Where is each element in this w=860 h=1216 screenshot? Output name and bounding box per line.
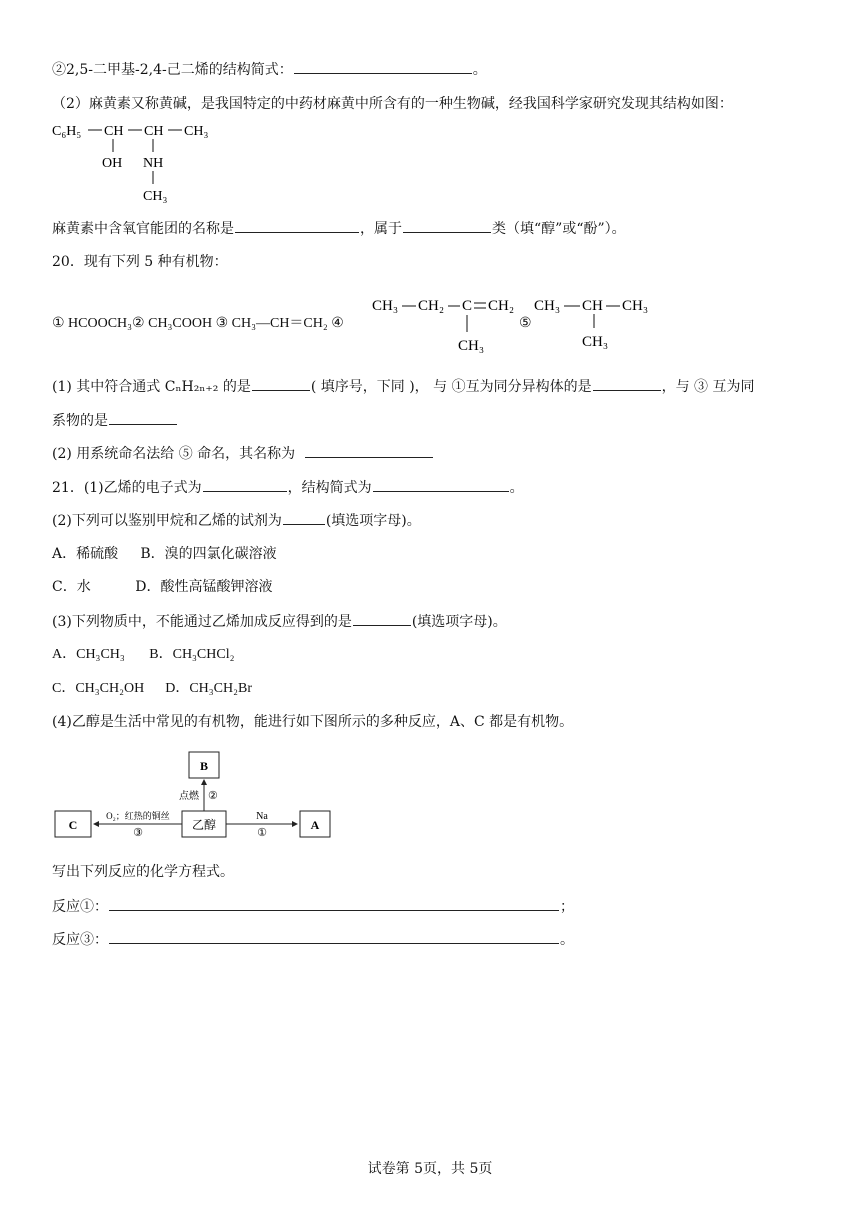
question-text: ，结构简式为: [287, 480, 372, 496]
struct5-ch: CH: [582, 298, 603, 314]
question-line: [52, 611, 507, 632]
struct4-ch2: CH₂: [418, 298, 445, 314]
question-text: (3)下列物质中，不能通过乙烯加成反应得到的是: [52, 614, 352, 630]
box-a-label: A: [310, 818, 320, 832]
compound-list: [52, 314, 344, 334]
ephedrine-structure: [50, 118, 220, 210]
answer-blank[interactable]: [109, 896, 559, 911]
compound-formulas: ① HCOOCH₃② CH₃COOH ③ CH₃—CH＝CH₂ ④: [52, 316, 344, 331]
question-heading: [52, 252, 228, 272]
punctuation: ；: [560, 899, 574, 915]
ephedrine-ch-2: CH: [144, 124, 164, 139]
options-text: C．水 D．酸性高锰酸钾溶液: [52, 579, 273, 595]
question-text: ②2,5-二甲基-2,4-己二烯的结构简式：: [52, 62, 293, 78]
answer-blank[interactable]: [353, 611, 411, 626]
question-line: [52, 443, 434, 464]
label-na: Na: [256, 811, 268, 822]
option-line: [52, 544, 277, 564]
label-burn: 点燃: [179, 791, 199, 802]
question-line: [52, 94, 733, 114]
label-o2-copper: O₂；红热的铜丝: [106, 811, 170, 821]
question-text: (2)下列可以鉴别甲烷和乙烯的试剂为: [52, 513, 282, 529]
question-text: (填选项字母)。: [325, 513, 421, 529]
question-text: ，与 ③ 互为同: [661, 379, 755, 395]
answer-blank[interactable]: [305, 443, 433, 458]
ephedrine-oh: OH: [102, 156, 123, 171]
reaction-label: 反应③：: [52, 932, 108, 948]
option-line: [52, 577, 272, 597]
ephedrine-nh: NH: [143, 156, 164, 171]
question-line: [52, 218, 626, 239]
reaction-diagram: [52, 748, 342, 842]
struct5-ch3: CH₃: [534, 298, 561, 314]
question-text: （2）麻黄素又称黄碱，是我国特定的中药材麻黄中所含有的一种生物碱，经我国科学家研究发现其结构如图：: [52, 96, 733, 112]
option-line: [52, 679, 252, 699]
question-line: [52, 376, 754, 397]
question-text: (1) 其中符合通式 CₙH₂ₙ₊₂ 的是: [52, 379, 251, 395]
answer-blank[interactable]: [373, 477, 509, 492]
label-reaction-3: ③: [133, 827, 143, 839]
answer-blank[interactable]: [235, 218, 359, 233]
question-text: ( 填序号，下同 )， 与 ①互为同分异构体的是: [310, 379, 592, 395]
question-line: [52, 862, 234, 882]
compound-4-structure: [372, 290, 522, 360]
box-c-label: C: [68, 818, 78, 832]
struct5-ch3-b: CH₃: [622, 298, 649, 314]
question-text: 21．(1)乙烯的电子式为: [52, 480, 202, 496]
answer-blank[interactable]: [109, 929, 559, 944]
reaction-label: 反应①：: [52, 899, 108, 915]
answer-line: [52, 896, 574, 917]
answer-blank[interactable]: [593, 376, 661, 391]
compound-5-structure: [534, 290, 664, 356]
question-line: [52, 712, 573, 732]
question-line: [52, 510, 421, 531]
options-text: C．CH₃CH₂OH D．CH₃CH₂Br: [52, 681, 252, 696]
question-text: 写出下列反应的化学方程式。: [52, 864, 234, 880]
question-line: [52, 477, 524, 498]
question-line: [52, 410, 178, 431]
struct4-ch3-sub: CH₃: [458, 338, 485, 354]
question-text: 20．现有下列 5 种有机物：: [52, 254, 228, 270]
box-b-label: B: [199, 759, 209, 773]
question-text: 类（填“醇”或“酚”）。: [492, 221, 626, 237]
punctuation: 。: [560, 932, 574, 948]
answer-blank[interactable]: [109, 410, 177, 425]
ephedrine-c6h5: C₆H₅: [52, 124, 82, 139]
question-text: 麻黄素中含氧官能团的名称是: [52, 221, 234, 237]
ephedrine-ch-1: CH: [104, 124, 124, 139]
option-line: [52, 645, 235, 665]
page-footer: 试卷第 5页，共 5页: [367, 1161, 493, 1177]
question-text: (2) 用系统命名法给 ⑤ 命名，其名称为: [52, 446, 296, 462]
answer-blank[interactable]: [403, 218, 491, 233]
punctuation: 。: [472, 62, 487, 78]
answer-blank[interactable]: [252, 376, 310, 391]
options-text: A．稀硫酸 B．溴的四氯化碳溶液: [52, 546, 277, 562]
question-text: (填选项字母)。: [411, 614, 507, 630]
question-text: 。: [509, 480, 524, 496]
ephedrine-ch3: CH₃: [184, 124, 209, 139]
answer-blank[interactable]: [294, 59, 472, 74]
box-ethanol-label: 乙醇: [191, 818, 217, 832]
question-text: (4)乙醇是生活中常见的有机物，能进行如下图所示的多种反应，A、C 都是有机物。: [52, 714, 574, 730]
answer-blank[interactable]: [283, 510, 325, 525]
label-reaction-2: ②: [208, 790, 218, 802]
question-line: [52, 59, 487, 80]
answer-line: [52, 929, 574, 950]
question-text: ，属于: [360, 221, 402, 237]
compound-5-number: [519, 314, 532, 334]
label-reaction-1: ①: [257, 827, 267, 839]
struct4-ch3: CH₃: [372, 298, 399, 314]
struct4-c: C: [462, 298, 473, 314]
circle-number: ⑤: [519, 316, 532, 331]
ephedrine-ch3-n: CH₃: [143, 189, 168, 204]
struct5-ch3-sub: CH₃: [582, 334, 609, 350]
options-text: A．CH₃CH₃ B．CH₃CHCl₂: [52, 647, 235, 662]
question-text: 系物的是: [52, 413, 108, 429]
answer-blank[interactable]: [203, 477, 287, 492]
struct4-ch2-b: CH₂: [488, 298, 515, 314]
